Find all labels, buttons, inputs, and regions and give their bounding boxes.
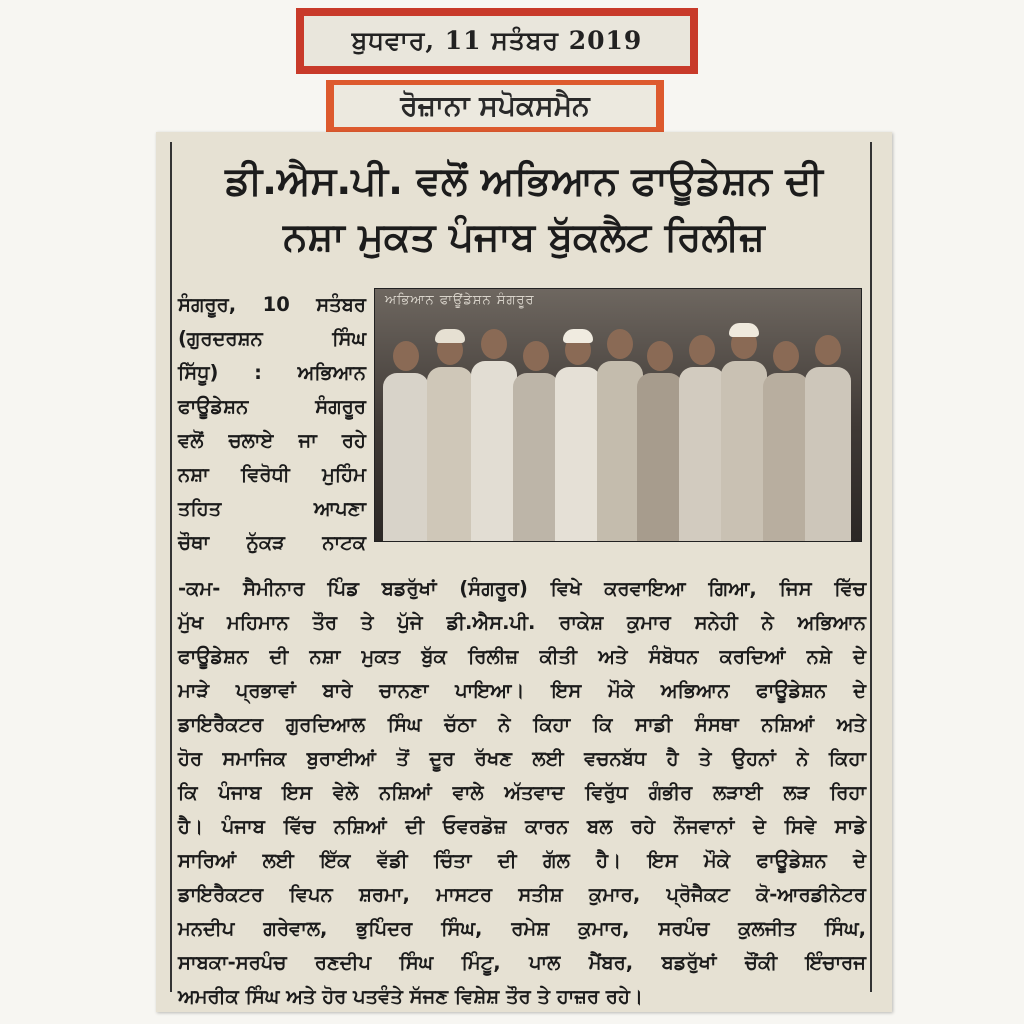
lead-line: ਚੌਥਾ ਨੁੱਕੜ ਨਾਟਕ [178,531,366,554]
publication-date: ਬੁਧਵਾਰ, 11 ਸਤੰਬਰ 2019 [304,16,690,66]
body-line: ਹੈ। ਪੰਜਾਬ ਵਿੱਚ ਨਸ਼ਿਆਂ ਦੀ ਓਵਰਡੋਜ਼ ਕਾਰਨ ਬਲ ਰਹੇ ਨੌਜਵਾਨਾਂ ਦੇ ਸਿਵੇ ਸਾਡੇ [178,815,866,838]
date-strip [296,8,698,74]
headline-line: ਡੀ.ਐਸ.ਪੀ. ਵਲੋਂ ਅਭਿਆਨ ਫਾਊਡੇਸ਼ਨ ਦੀ [225,159,823,204]
lead-paragraph [178,288,366,560]
body-line: ਸਾਰਿਆਂ ਲਈ ਇੱਕ ਵੱਡੀ ਚਿੰਤਾ ਦੀ ਗੱਲ ਹੈ। ਇਸ ਮੌਕੇ ਫਾਊਡੇਸ਼ਨ ਦੇ [178,849,866,872]
lead-line: ਵਲੋਂ ਚਲਾਏ ਜਾ ਰਹੇ [178,429,366,452]
body-line: -ਕਮ- ਸੈਮੀਨਾਰ ਪਿੰਡ ਬਡਰੁੱਖਾਂ (ਸੰਗਰੂਰ) ਵਿਖੇ ਕਰਵਾਇਆ ਗਿਆ, ਜਿਸ ਵਿੱਚ [178,577,866,600]
body-line: ਮਨਦੀਪ ਗਰੇਵਾਲ, ਭੁਪਿੰਦਰ ਸਿੰਘ, ਰਮੇਸ਼ ਕੁਮਾਰ, ਸਰਪੰਚ ਕੁਲਜੀਤ ਸਿੰਘ, [178,917,866,940]
photo-banner-text: ਅਭਿਆਨ ਫਾਊਂਡੇਸ਼ਨ ਸੰਗਰੂਰ [385,293,535,308]
body-line: ਹੋਰ ਸਮਾਜਿਕ ਬੁਰਾਈਆਂ ਤੋਂ ਦੂਰ ਰੱਖਣ ਲਈ ਵਚਨਬੱਧ ਹੈ ਤੇ ਉਹਨਾਂ ਨੇ ਕਿਹਾ [178,747,866,770]
body-line: ਮਾੜੇ ਪ੍ਰਭਾਵਾਂ ਬਾਰੇ ਚਾਨਣਾ ਪਾਇਆ। ਇਸ ਮੌਕੇ ਅਭਿਆਨ ਫਾਊਡੇਸ਼ਨ ਦੇ [178,679,866,702]
body-line: ਅਮਰੀਕ ਸਿੰਘ ਅਤੇ ਹੋਰ ਪਤਵੰਤੇ ਸੱਜਣ ਵਿਸ਼ੇਸ਼ ਤੌਰ ਤੇ ਹਾਜ਼ਰ ਰਹੇ। [178,985,644,1008]
headline [156,154,892,266]
lead-line: ਸਿੱਧੂ) : ਅਭਿਆਨ [178,361,366,384]
lead-line: ਨਸ਼ਾ ਵਿਰੋਧੀ ਮੁਹਿੰਮ [178,463,366,486]
newspaper-name: ਰੋਜ਼ਾਨਾ ਸਪੋਕਸਮੈਨ [334,85,656,127]
body-line: ਡਾਇਰੈਕਟਰ ਗੁਰਦਿਆਲ ਸਿੰਘ ਚੱਠਾ ਨੇ ਕਿਹਾ ਕਿ ਸਾਡੀ ਸੰਸਥਾ ਨਸ਼ਿਆਂ ਅਤੇ [178,713,866,736]
headline-line: ਨਸ਼ਾ ਮੁਕਤ ਪੰਜਾਬ ਬੁੱਕਲੈਟ ਰਿਲੀਜ਼ [283,215,765,260]
body-line: ਕਿ ਪੰਜਾਬ ਇਸ ਵੇਲੇ ਨਸ਼ਿਆਂ ਵਾਲੇ ਅੱਤਵਾਦ ਵਿਰੁੱਧ ਗੰਭੀਰ ਲੜਾਈ ਲੜ ਰਿਹਾ [178,781,866,804]
main-paragraph [178,572,866,1014]
newspaper-name-strip [326,80,664,132]
article-body [178,288,866,1014]
lead-line: ਸੰਗਰੂਰ, 10 ਸਤੰਬਰ [178,293,366,316]
lead-line: (ਗੁਰਦਰਸ਼ਨ ਸਿੰਘ [178,327,366,350]
body-line: ਮੁੱਖ ਮਹਿਮਾਨ ਤੌਰ ਤੇ ਪੁੱਜੇ ਡੀ.ਐਸ.ਪੀ. ਰਾਕੇਸ਼ ਕੁਮਾਰ ਸਨੇਹੀ ਨੇ ਅਭਿਆਨ [178,611,866,634]
news-clipping [156,132,892,1012]
lead-line: ਫਾਊਡੇਸ਼ਨ ਸੰਗਰੂਰ [178,395,366,418]
body-line: ਸਾਬਕਾ-ਸਰਪੰਚ ਰਣਦੀਪ ਸਿੰਘ ਮਿੰਟੂ, ਪਾਲ ਮੈਂਬਰ, ਬਡਰੁੱਖਾਂ ਚੌਂਕੀ ਇੰਚਾਰਜ [178,951,866,974]
body-line: ਫਾਊਡੇਸ਼ਨ ਦੀ ਨਸ਼ਾ ਮੁਕਤ ਬੁੱਕ ਰਿਲੀਜ਼ ਕੀਤੀ ਅਤੇ ਸੰਬੋਧਨ ਕਰਦਿਆਂ ਨਸ਼ੇ ਦੇ [178,645,866,668]
lead-line: ਤਹਿਤ ਆਪਣਾ [178,497,366,520]
body-line: ਡਾਇਰੈਕਟਰ ਵਿਪਨ ਸ਼ਰਮਾ, ਮਾਸਟਰ ਸਤੀਸ਼ ਕੁਮਾਰ, ਪ੍ਰੋਜੈਕਟ ਕੋ-ਆਰਡੀਨੇਟਰ [178,883,866,906]
